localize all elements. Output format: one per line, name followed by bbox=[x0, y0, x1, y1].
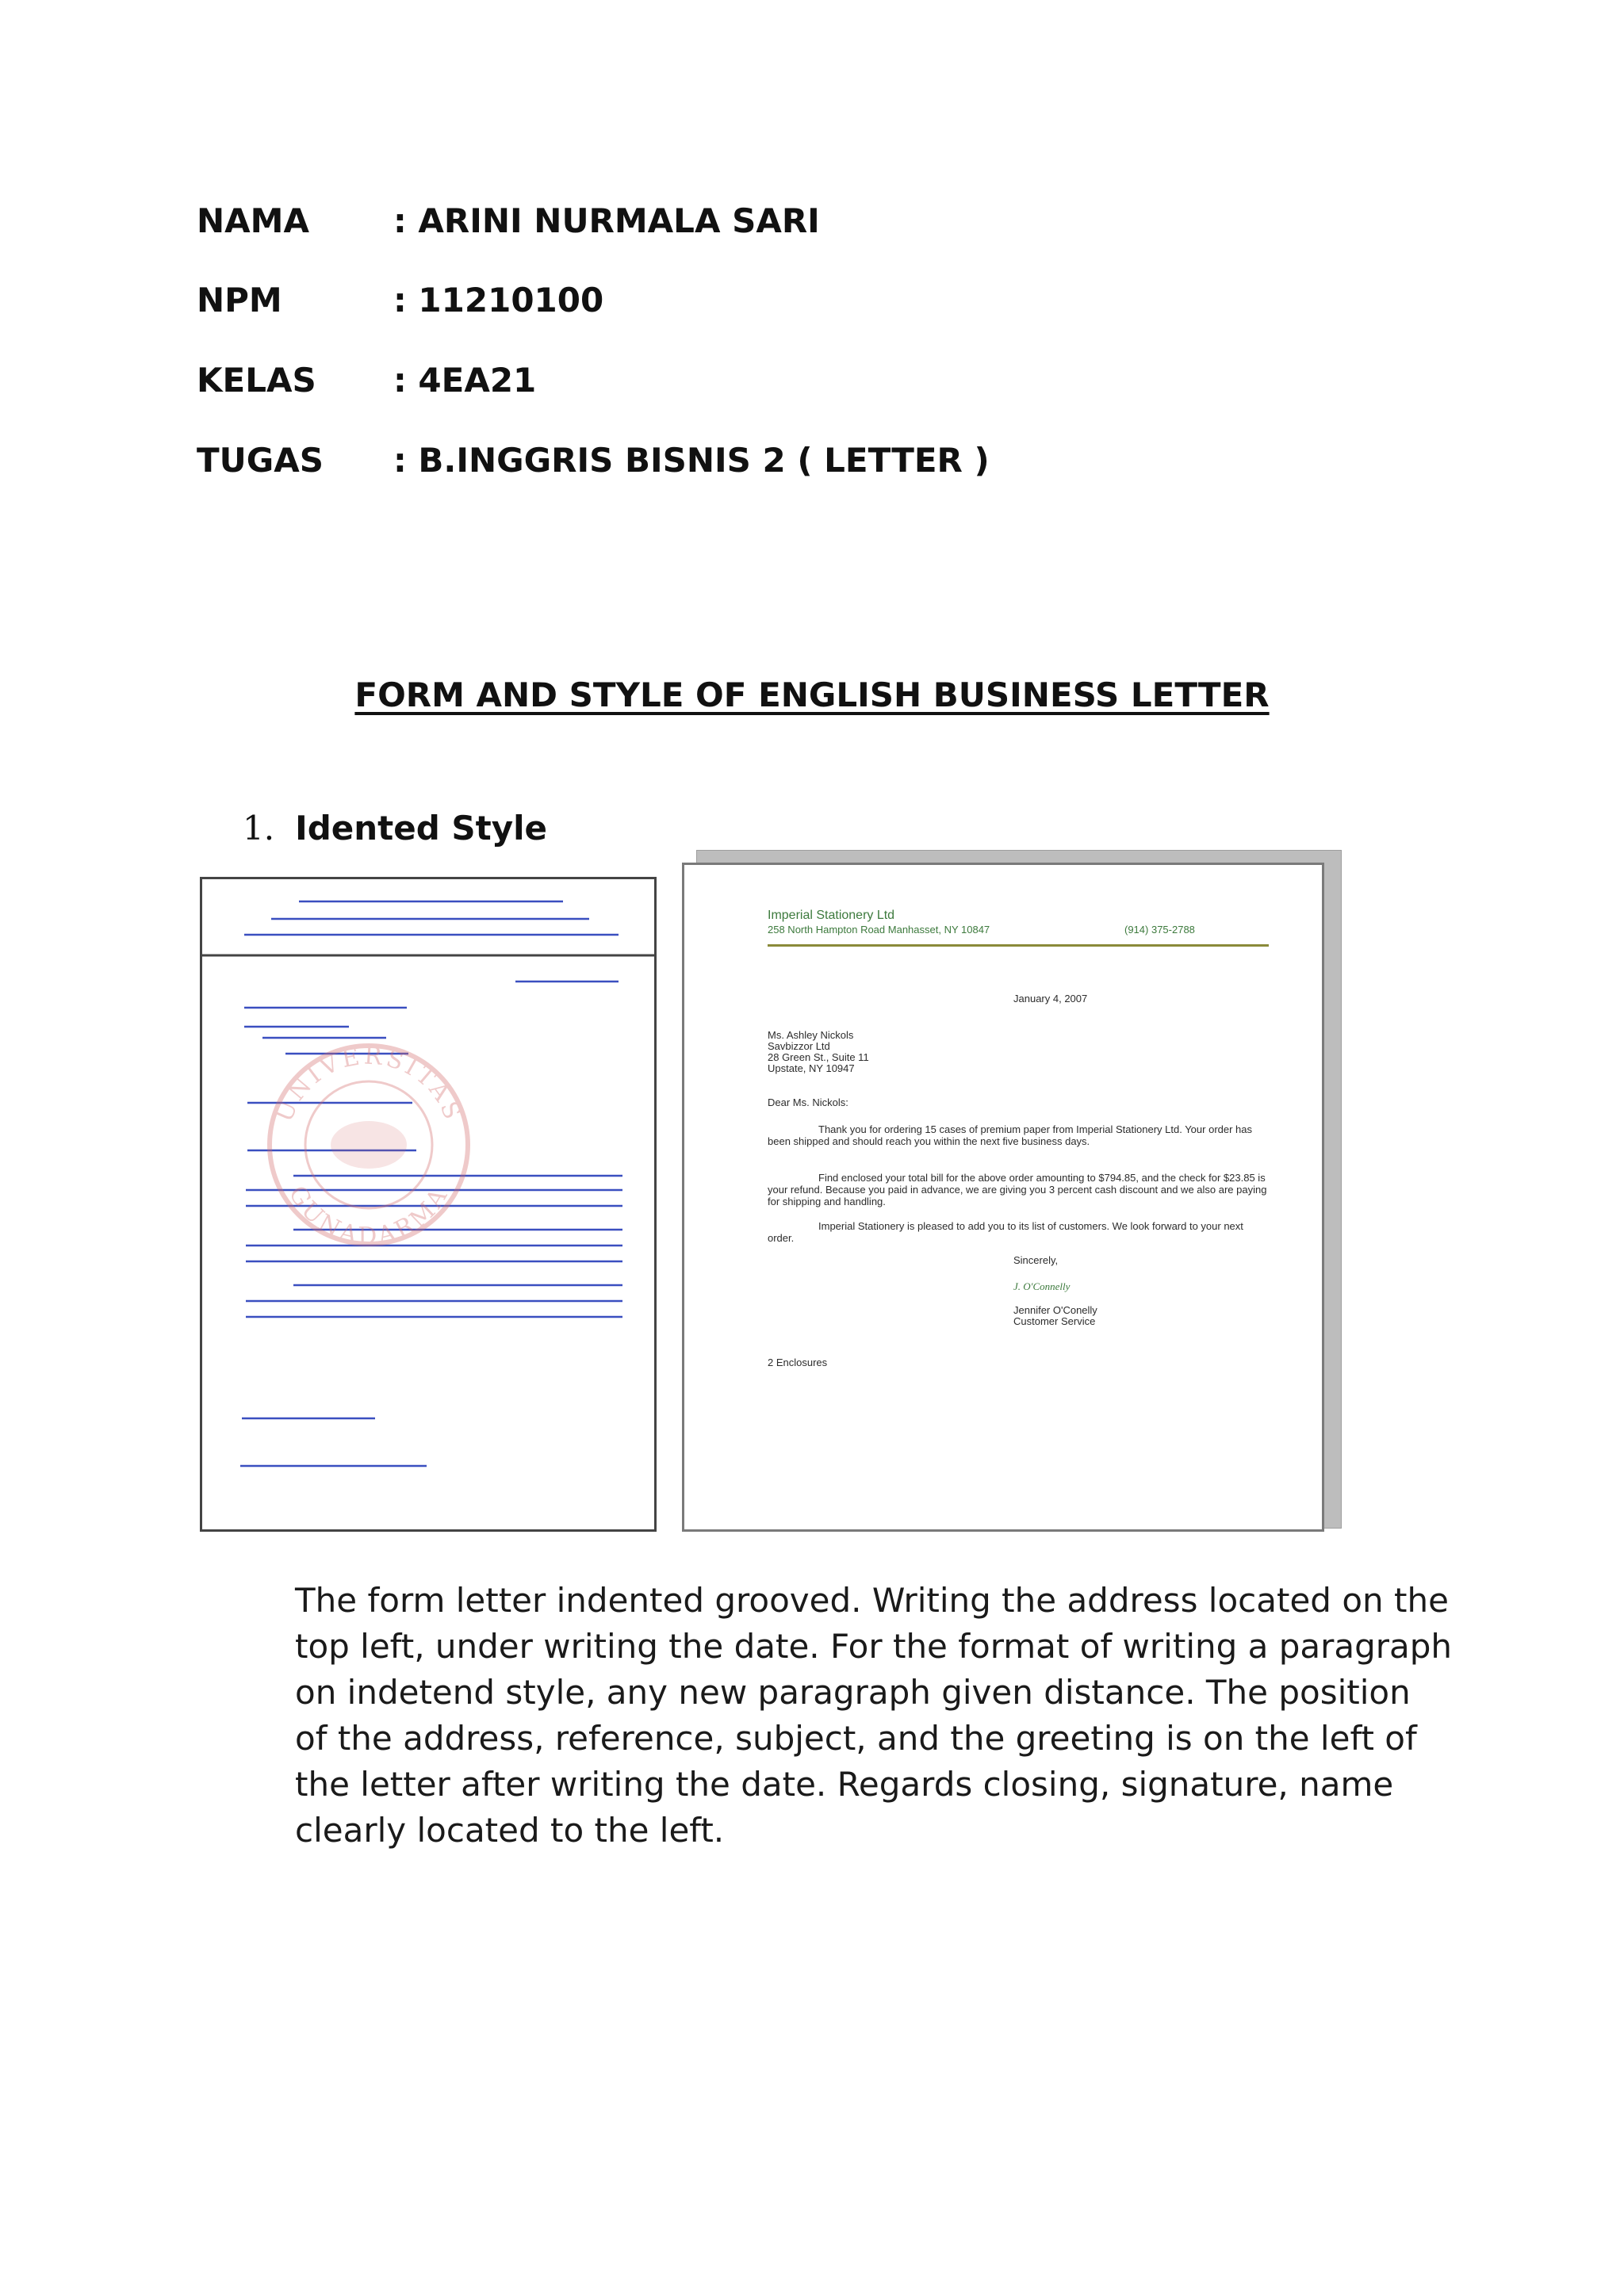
section-number: 1. bbox=[243, 809, 275, 848]
watermark-text-bottom: GUNADARMA bbox=[282, 1181, 455, 1250]
info-label: NAMA bbox=[197, 201, 309, 240]
letter-date: January 4, 2007 bbox=[1013, 993, 1088, 1004]
info-value: : 11210100 bbox=[393, 281, 604, 320]
sample-letter bbox=[682, 863, 1324, 1532]
info-label: TUGAS bbox=[197, 441, 324, 480]
document-title: FORM AND STYLE OF ENGLISH BUSINESS LETTER bbox=[354, 675, 1270, 714]
letter-signer-title: Customer Service bbox=[1013, 1315, 1096, 1327]
watermark-text-top: UNIVERSITAS bbox=[270, 1042, 468, 1127]
letter-recipient-line: 28 Green St., Suite 11 bbox=[768, 1051, 869, 1063]
letter-phone: (914) 375-2788 bbox=[1124, 924, 1195, 936]
letter-recipient-line: Ms. Ashley Nickols bbox=[768, 1029, 854, 1041]
university-watermark bbox=[270, 1042, 468, 1250]
letter-paragraph: Find enclosed your total bill for the above order amounting to $794.85, and the check for $23.85 is your refund. Because you paid in advance, we are giving you 3 percent cash discount and we also are paying for shipping and handling. bbox=[768, 1172, 1267, 1207]
letter-signer-name: Jennifer O'Conelly bbox=[1013, 1304, 1097, 1316]
description-paragraph: The form letter indented grooved. Writing the address located on the top left, under writing the date. For the format of writing a paragraph on indetend style, any new paragraph given distance. The position of the address, reference, subject, and the greeting is on the left of the letter after writing the date. Regards closing, signature, name clearly located to the left. bbox=[295, 1581, 1453, 1850]
letter-enclosure: 2 Enclosures bbox=[768, 1357, 828, 1368]
letter-header-rule bbox=[768, 944, 1269, 947]
section-title: Idented Style bbox=[295, 809, 547, 848]
letter-address: 258 North Hampton Road Manhasset, NY 10847 bbox=[768, 924, 990, 936]
section-heading bbox=[243, 809, 547, 848]
letter-paragraph: Thank you for ordering 15 cases of premium paper from Imperial Stationery Ltd. Your order has been shipped and should reach you within the next five business days. bbox=[768, 1123, 1253, 1147]
letter-recipient-line: Savbizzor Ltd bbox=[768, 1040, 830, 1052]
info-value: : B.INGGRIS BISNIS 2 ( LETTER ) bbox=[393, 441, 990, 480]
info-value: : ARINI NURMALA SARI bbox=[393, 201, 820, 240]
layout-lines bbox=[202, 879, 654, 1529]
letter-salutation: Dear Ms. Nickols: bbox=[768, 1096, 848, 1108]
watermark-emblem bbox=[331, 1121, 407, 1169]
indented-layout-diagram bbox=[200, 877, 657, 1532]
info-label: NPM bbox=[197, 281, 282, 320]
letter-paragraph: Imperial Stationery is pleased to add you to its list of customers. We look forward to your next order. bbox=[768, 1220, 1243, 1244]
letter-company: Imperial Stationery Ltd bbox=[768, 909, 895, 922]
info-value: : 4EA21 bbox=[393, 361, 537, 400]
letter-closing: Sincerely, bbox=[1013, 1254, 1059, 1266]
letter-signature: J. O'Connelly bbox=[1013, 1280, 1071, 1292]
info-label: KELAS bbox=[197, 361, 316, 400]
letter-recipient-line: Upstate, NY 10947 bbox=[768, 1062, 855, 1074]
